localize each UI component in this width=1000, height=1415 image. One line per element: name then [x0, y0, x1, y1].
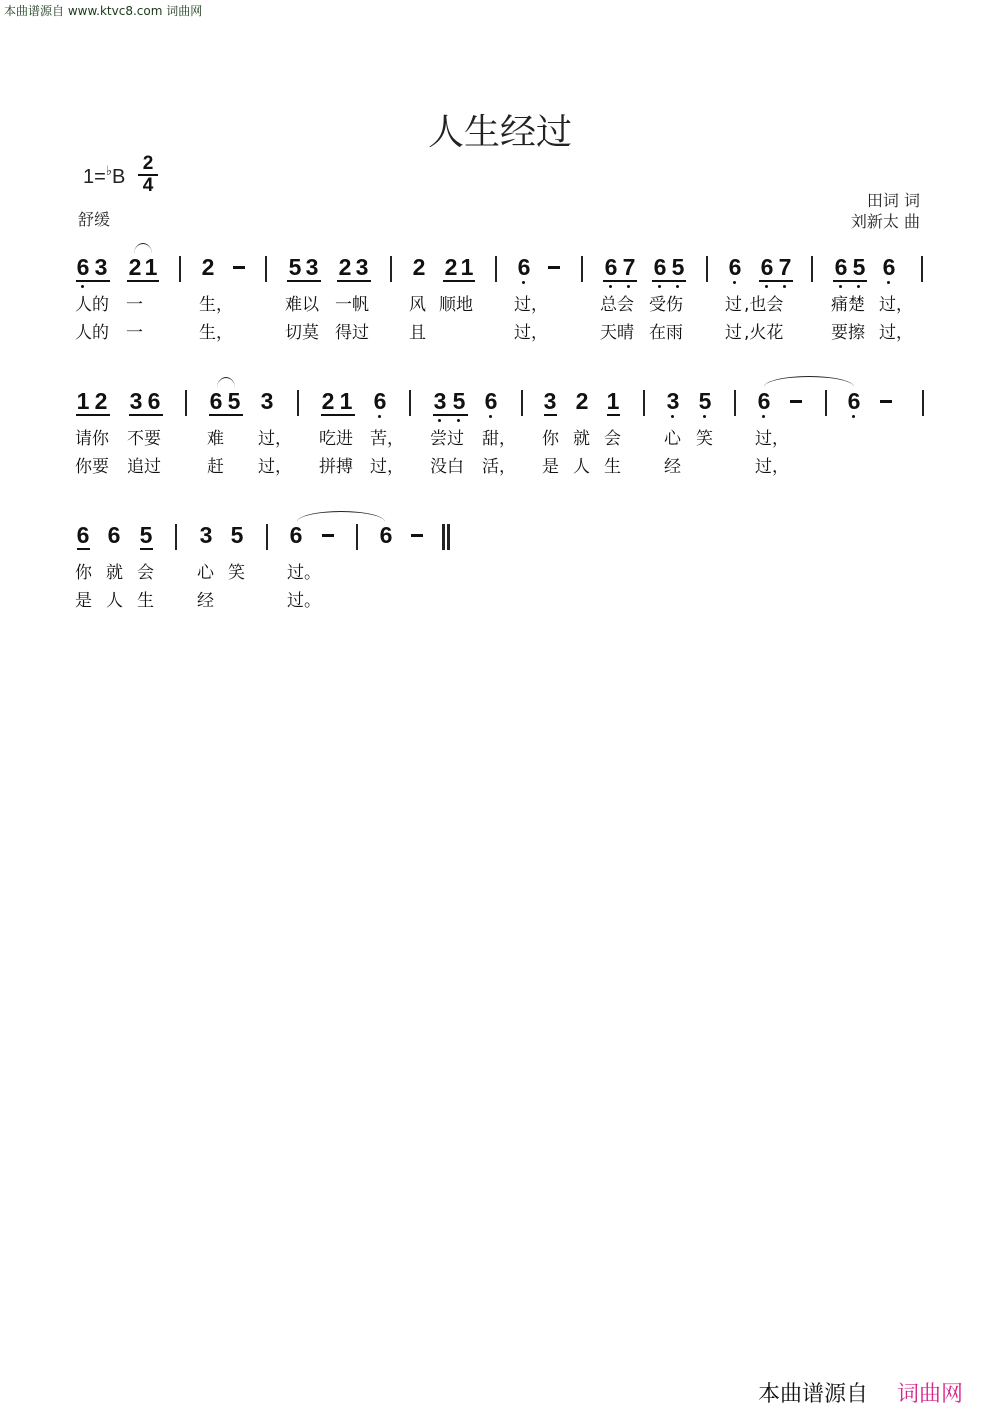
lyric-verse1: 苦，	[370, 429, 404, 449]
lower-octave-dot	[378, 415, 381, 418]
lyric-verse2: 一	[126, 323, 143, 343]
slur	[134, 243, 152, 254]
barline	[921, 256, 923, 282]
watermark-text: 本曲谱源自 www.ktvc8.com 词曲网	[4, 4, 203, 18]
dash-extension	[790, 400, 802, 403]
note: 3	[433, 388, 447, 414]
note: 3	[199, 522, 213, 548]
dash-extension	[233, 266, 245, 269]
lyric-verse1: 受伤	[649, 295, 683, 315]
tie	[297, 511, 385, 522]
beam-underline	[544, 414, 557, 416]
note: 5	[852, 254, 866, 280]
beam-underline	[76, 414, 110, 416]
tie	[764, 376, 854, 387]
lyric-verse2: 过，	[258, 457, 292, 477]
lyric-verse2: 生，	[199, 323, 233, 343]
note: 2	[321, 388, 335, 414]
slur	[217, 377, 235, 388]
beam-underline	[607, 414, 620, 416]
lyric-verse1: 甜，	[482, 429, 516, 449]
note: 3	[305, 254, 319, 280]
note: 6	[373, 388, 387, 414]
lower-octave-dot	[457, 419, 460, 422]
beam-underline	[127, 280, 159, 282]
beam-underline	[433, 414, 468, 416]
beam-underline	[603, 280, 637, 282]
note: 2	[575, 388, 589, 414]
note: 2	[201, 254, 215, 280]
lyric-verse1: 过，	[514, 295, 548, 315]
lower-octave-dot	[489, 415, 492, 418]
lower-octave-dot	[703, 415, 706, 418]
lyric-verse1: 你	[542, 429, 559, 449]
lyric-verse1: 总会	[600, 295, 634, 315]
barline	[266, 524, 268, 550]
lyric-verse1: 你	[75, 563, 92, 583]
note: 3	[666, 388, 680, 414]
barline	[734, 390, 736, 416]
lower-octave-dot	[783, 285, 786, 288]
lyric-verse2: 在雨	[649, 323, 683, 343]
note: 5	[452, 388, 466, 414]
lower-octave-dot	[676, 285, 679, 288]
lyric-verse1: 难	[207, 429, 224, 449]
barline	[922, 390, 924, 416]
note: 6	[209, 388, 223, 414]
note: 3	[94, 254, 108, 280]
lyric-verse1: 过。	[287, 563, 321, 583]
note: 6	[76, 522, 90, 548]
lower-octave-dot	[81, 285, 84, 288]
lyric-verse1: 顺地	[439, 295, 473, 315]
lyric-verse2: 是	[75, 591, 92, 611]
note: 1	[339, 388, 353, 414]
lower-octave-dot	[658, 285, 661, 288]
note: 7	[778, 254, 792, 280]
dash-extension	[322, 534, 334, 537]
barline	[825, 390, 827, 416]
lyric-verse2: 得过	[335, 323, 369, 343]
final-barline	[442, 524, 445, 550]
lower-octave-dot	[857, 285, 860, 288]
barline	[706, 256, 708, 282]
lower-octave-dot	[627, 285, 630, 288]
lower-octave-dot	[438, 419, 441, 422]
barline	[179, 256, 181, 282]
beam-underline	[337, 280, 371, 282]
final-barline	[447, 524, 450, 550]
lyric-verse2: 生	[137, 591, 154, 611]
lyric-verse2: 追过	[127, 457, 161, 477]
note: 3	[260, 388, 274, 414]
barline	[390, 256, 392, 282]
composer-credit: 刘新太 曲	[850, 212, 920, 231]
beam-underline	[76, 280, 110, 282]
note: 5	[230, 522, 244, 548]
lyric-verse1: 就	[106, 563, 123, 583]
barline	[495, 256, 497, 282]
lyric-verse1: 尝过	[430, 429, 464, 449]
beam-underline	[140, 548, 153, 550]
lower-octave-dot	[762, 415, 765, 418]
dash-extension	[548, 266, 560, 269]
note: 2	[444, 254, 458, 280]
lyric-verse2: 经	[197, 591, 214, 611]
lyric-verse2: 拼搏	[319, 457, 353, 477]
note: 2	[94, 388, 108, 414]
lyric-verse1: 过，	[258, 429, 292, 449]
note: 6	[757, 388, 771, 414]
lyric-verse1: 人的	[75, 295, 109, 315]
beam-underline	[129, 414, 163, 416]
lyric-verse1: 过，	[755, 429, 789, 449]
lower-octave-dot	[765, 285, 768, 288]
beam-underline	[652, 280, 686, 282]
lyric-verse1: 就	[573, 429, 590, 449]
lyric-verse2: 你要	[75, 457, 109, 477]
beam-underline	[443, 280, 475, 282]
barline	[643, 390, 645, 416]
lyric-verse1: 一	[126, 295, 143, 315]
note: 5	[288, 254, 302, 280]
lyric-verse1: 请你	[75, 429, 109, 449]
note: 2	[338, 254, 352, 280]
lower-octave-dot	[887, 281, 890, 284]
lyric-verse1: 心	[197, 563, 214, 583]
lyricist-credit: 田词 词	[866, 191, 920, 210]
note: 5	[227, 388, 241, 414]
lyric-verse2: 过。	[287, 591, 321, 611]
note: 3	[355, 254, 369, 280]
time-signature: 2 4	[138, 154, 158, 196]
tempo-marking: 舒缓	[78, 210, 111, 229]
note: 1	[460, 254, 474, 280]
barline	[185, 390, 187, 416]
barline	[409, 390, 411, 416]
lyric-verse2: 要擦	[831, 323, 865, 343]
lyric-verse2: 过，	[514, 323, 548, 343]
lyric-verse2: 活，	[482, 457, 516, 477]
lyric-verse1: 过	[725, 295, 742, 315]
lyric-verse2: 生	[604, 457, 621, 477]
lyric-verse2: 过	[725, 323, 742, 343]
note: 1	[606, 388, 620, 414]
lower-octave-dot	[522, 281, 525, 284]
key-signature: 1=♭B	[83, 163, 126, 188]
lower-octave-dot	[609, 285, 612, 288]
note: 6	[604, 254, 618, 280]
lyric-verse2: 赶	[207, 457, 224, 477]
note: 6	[107, 522, 121, 548]
note: 3	[129, 388, 143, 414]
note: 5	[139, 522, 153, 548]
note: 6	[760, 254, 774, 280]
lyric-verse2: 天晴	[600, 323, 634, 343]
lyric-verse1: 心	[664, 429, 681, 449]
lower-octave-dot	[733, 281, 736, 284]
dash-extension	[411, 534, 423, 537]
note: 6	[847, 388, 861, 414]
lyric-verse1: 风	[409, 295, 426, 315]
note: 2	[128, 254, 142, 280]
lyric-verse2: 且	[409, 323, 426, 343]
note: 6	[289, 522, 303, 548]
barline	[581, 256, 583, 282]
note: 5	[671, 254, 685, 280]
note: 1	[76, 388, 90, 414]
lyric-verse1: 一帆	[335, 295, 369, 315]
beam-underline	[759, 280, 793, 282]
note: 6	[517, 254, 531, 280]
beam-underline	[321, 414, 355, 416]
lyric-verse2: 人的	[75, 323, 109, 343]
note: 2	[412, 254, 426, 280]
dash-extension	[880, 400, 892, 403]
beam-underline	[287, 280, 321, 282]
lyric-verse1: ,也会	[744, 295, 784, 315]
lyric-verse2: 没白	[430, 457, 464, 477]
note: 6	[728, 254, 742, 280]
lyric-verse2: 过，	[755, 457, 789, 477]
lyric-verse1: 笑	[696, 429, 713, 449]
lyric-verse2: 人	[106, 591, 123, 611]
lyric-verse2: 切莫	[285, 323, 319, 343]
lower-octave-dot	[852, 415, 855, 418]
note: 6	[147, 388, 161, 414]
note: 6	[834, 254, 848, 280]
beam-underline	[833, 280, 867, 282]
barline	[811, 256, 813, 282]
footer-source-label: 本曲谱源自	[758, 1382, 869, 1407]
lyric-verse2: 是	[542, 457, 559, 477]
barline	[175, 524, 177, 550]
lyric-verse1: 生，	[199, 295, 233, 315]
lyric-verse2: 过，	[879, 323, 913, 343]
lyric-verse1: 痛楚	[831, 295, 865, 315]
barline	[265, 256, 267, 282]
song-title: 人生经过	[427, 112, 572, 153]
lyric-verse2: 经	[664, 457, 681, 477]
lyric-verse1: 吃进	[319, 429, 353, 449]
lyric-verse1: 会	[137, 563, 154, 583]
note: 6	[882, 254, 896, 280]
lower-octave-dot	[671, 415, 674, 418]
note: 1	[144, 254, 158, 280]
barline	[356, 524, 358, 550]
lyric-verse2: 人	[573, 457, 590, 477]
beam-underline	[77, 548, 90, 550]
note: 6	[484, 388, 498, 414]
note: 3	[543, 388, 557, 414]
barline	[297, 390, 299, 416]
lyric-verse1: 笑	[228, 563, 245, 583]
footer-site-link[interactable]: 词曲网	[897, 1382, 964, 1407]
lyric-verse1: 难以	[285, 295, 319, 315]
note: 7	[622, 254, 636, 280]
barline	[521, 390, 523, 416]
lower-octave-dot	[839, 285, 842, 288]
note: 6	[379, 522, 393, 548]
note: 5	[698, 388, 712, 414]
beam-underline	[209, 414, 243, 416]
lyric-verse1: 会	[604, 429, 621, 449]
lyric-verse2: ,火花	[744, 323, 784, 343]
note: 6	[76, 254, 90, 280]
note: 6	[653, 254, 667, 280]
lyric-verse1: 过，	[879, 295, 913, 315]
lyric-verse1: 不要	[127, 429, 161, 449]
lyric-verse2: 过，	[370, 457, 404, 477]
